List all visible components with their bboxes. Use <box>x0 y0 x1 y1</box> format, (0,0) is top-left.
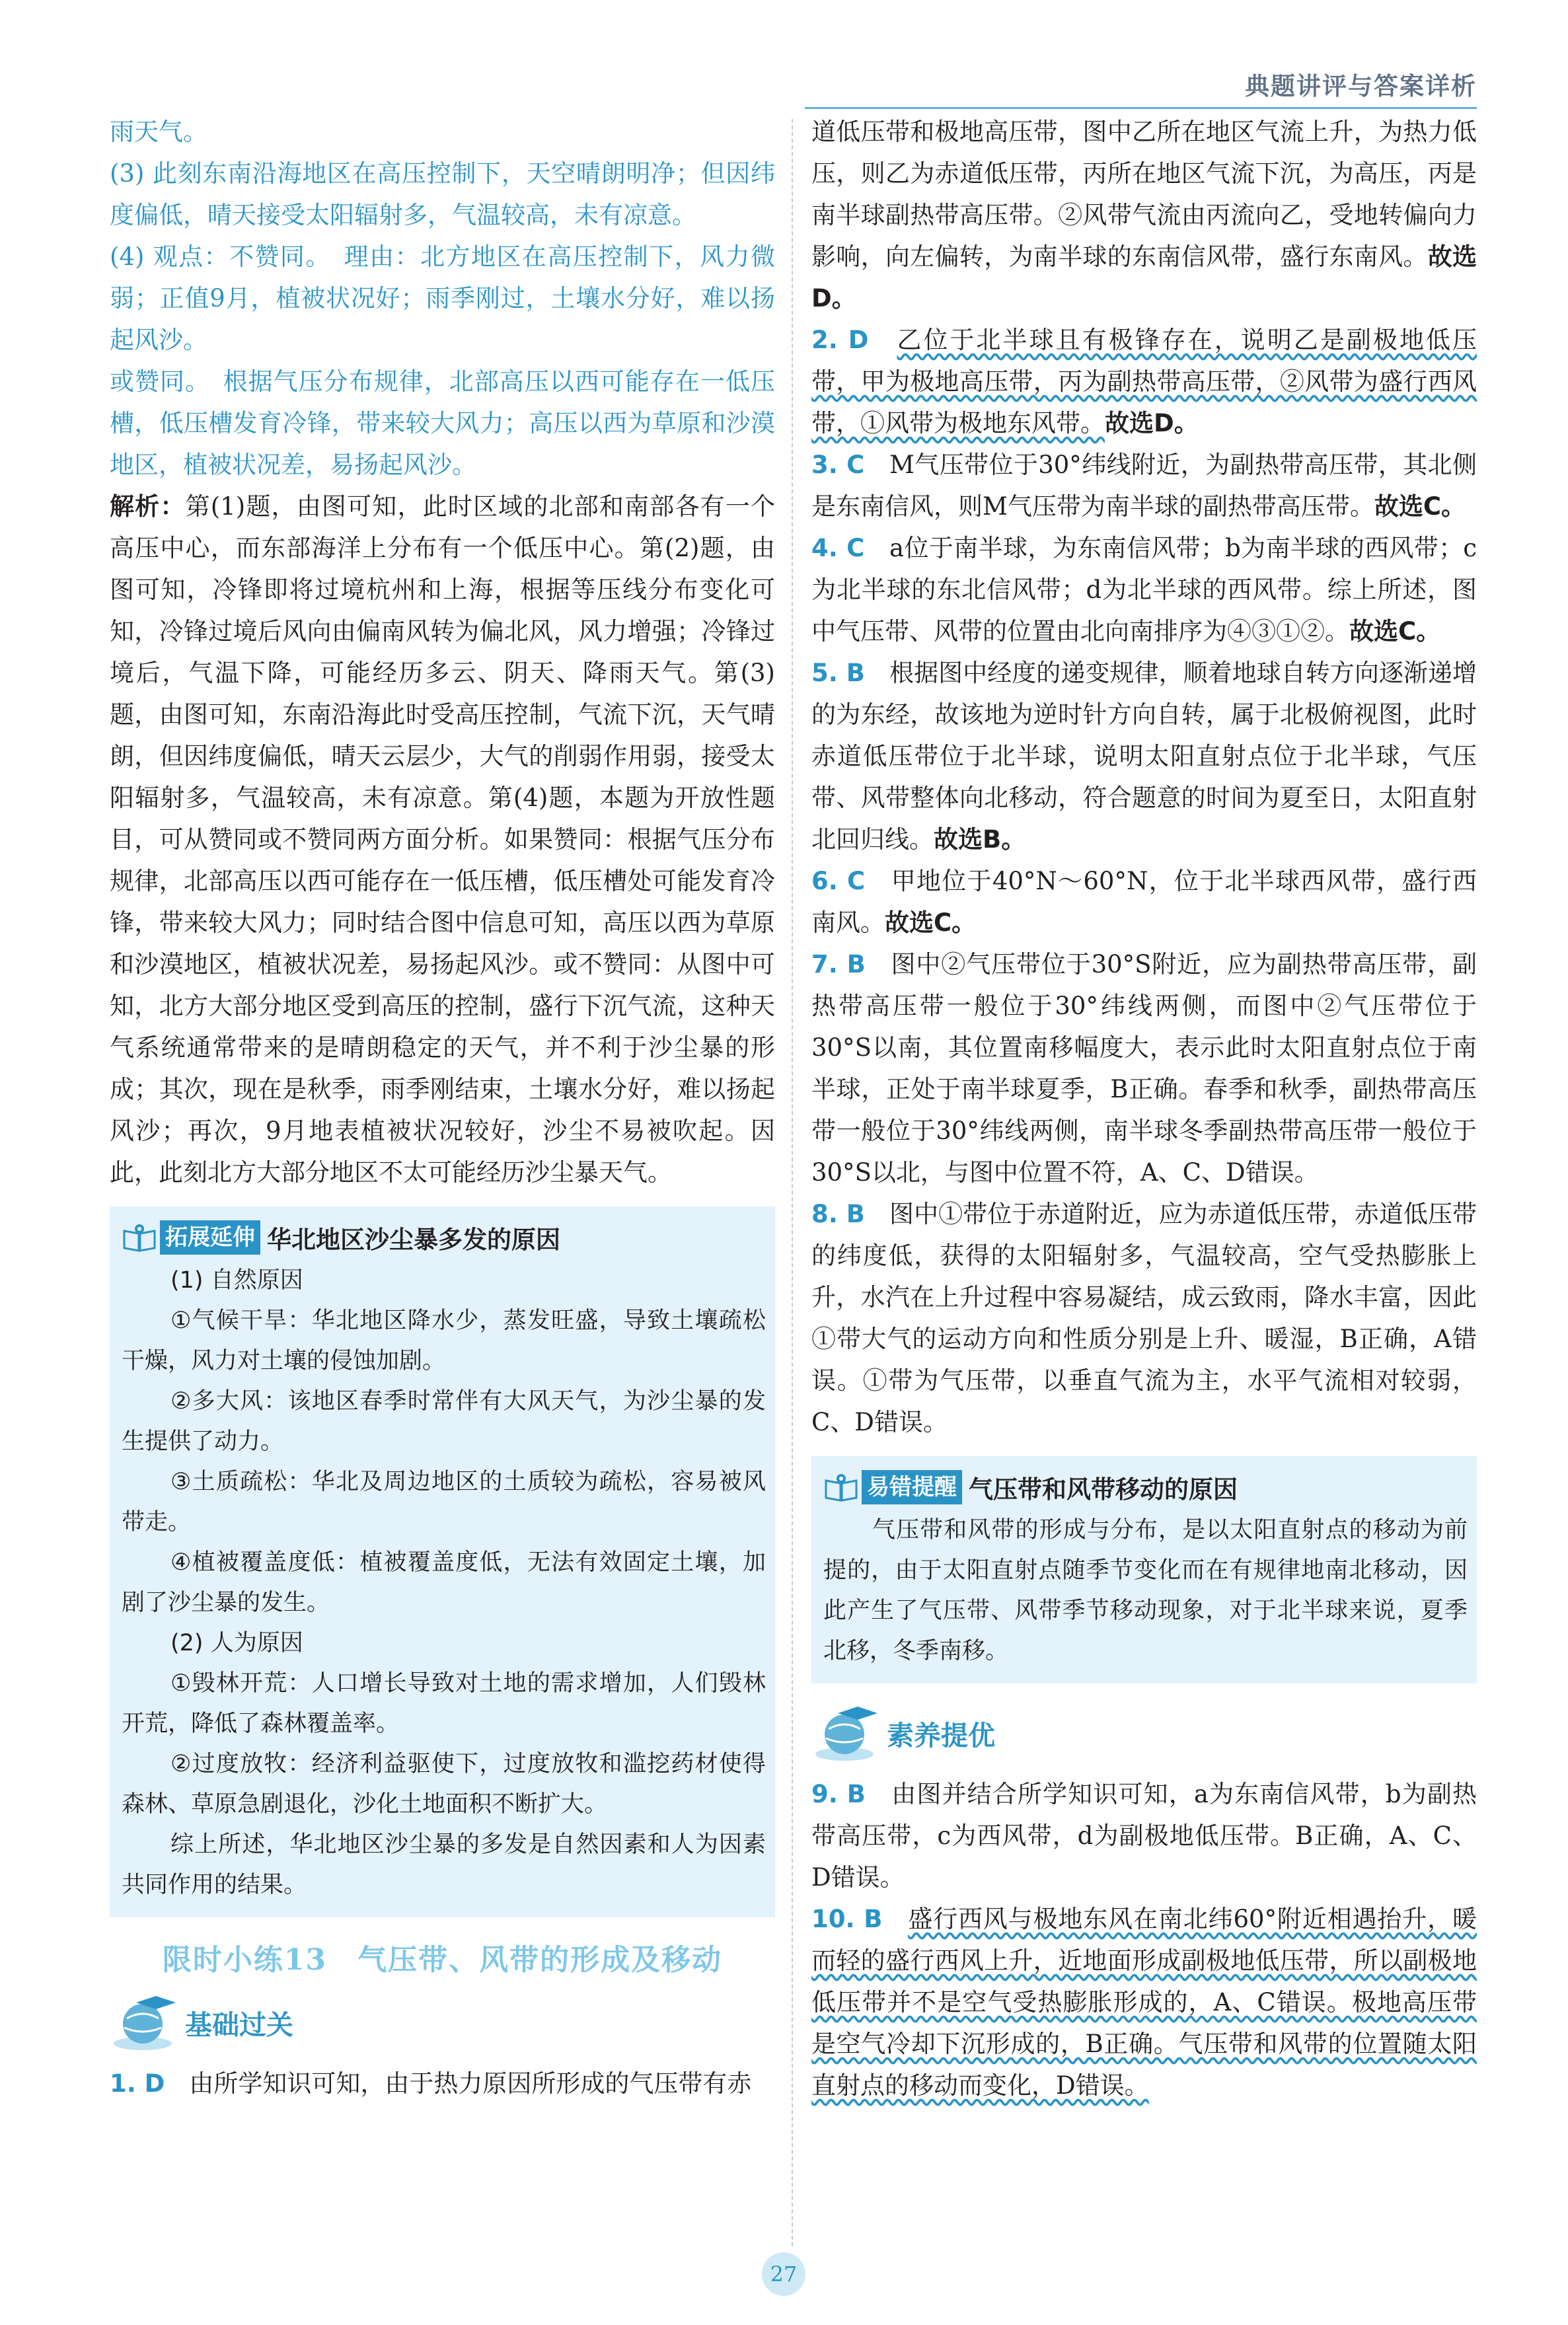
question-text: 由图并结合所学知识可知，a为东南信风带，b为副热带高压带，c为西风带，d为副极地低压带。B正确，A、C、D错误。 <box>811 1780 1477 1892</box>
extension-header <box>122 1220 766 1255</box>
question-2 <box>811 319 1477 444</box>
analysis-text: 第(1)题，由图可知，此时区域的北部和南部各有一个高压中心，而东部海洋上分布有一个低压中心。第(2)题，由图可知，冷锋即将过境杭州和上海，根据等压线分布变化可知，冷锋过境后风向由偏南风转为偏北风，风力增强；冷锋过境后，气温下降，可能经历多云、阴天、降雨天气。第(3)题，由图可知，东南沿海此时受高压控制，气流下沉，天气晴朗，但因纬度偏低，晴天云层少，大气的削弱作用弱，接受太阳辐射多，气温较高，未有凉意。第(4)题，本题为开放性题目，可从赞同或不赞同两方面分析。如果赞同：根据气压分布规律，北部高压以西可能存在一低压槽，低压槽处可能发育冷锋，带来较大风力；同时结合图中信息可知，高压以西为草原和沙漠地区，植被状况差，易扬起风沙。或不赞同：从图中可知，北方大部分地区受到高压的控制，盛行下沉气流，这种天气系统通常带来的是晴朗稳定的天气，并不利于沙尘暴的形成；其次，现在是秋季，雨季刚结束，土壤水分好，难以扬起风沙；再次，9月地表植被状况较好，沙尘不易被吹起。因此，此刻北方大部分地区不太可能经历沙尘暴天气。 <box>110 492 776 1187</box>
question-6 <box>811 860 1477 943</box>
answer-line: (3) 此刻东南沿海地区在高压控制下，天空晴朗明净；但因纬度偏低，晴天接受太阳辐射多，气温较高，未有凉意。 <box>110 159 775 229</box>
box-line: (2) 人为原因 <box>170 1630 303 1656</box>
book-pin-icon <box>122 1223 157 1252</box>
warning-box <box>811 1456 1477 1683</box>
answer-choice: 故选D。 <box>811 242 1477 313</box>
question-text: 甲地位于40°N～60°N，位于北半球西风带，盛行西南风。 <box>811 867 1477 937</box>
question-text: a位于南半球，为东南信风带；b为南半球的西风带；c为北半球的东北信风带；d为北半球的西风带。综上所述，图中气压带、风带的位置由北向南排序为④③①②。 <box>811 534 1477 646</box>
question-8 <box>811 1193 1477 1443</box>
warning-header <box>823 1469 1468 1505</box>
box-line: ②过度放牧：经济利益驱使下，过度放牧和滥挖药材使得森林、草原急剧退化，沙化土地面积不断扩大。 <box>122 1751 766 1818</box>
question-number: 6. C <box>811 867 866 895</box>
header-title: 典题讲评与答案详析 <box>1245 72 1477 100</box>
answer-choice: 故选C。 <box>885 908 977 937</box>
box-line: 综上所述，华北地区沙尘暴的多发是自然因素和人为因素共同作用的结果。 <box>122 1831 766 1898</box>
answer-line: 或赞同。 根据气压分布规律，北部高压以西可能存在一低压槽，低压槽发育冷锋，带来较大风力；高压以西为草原和沙漠地区，植被状况差，易扬起风沙。 <box>110 367 775 479</box>
question-text: 根据图中经度的递变规律，顺着地球自转方向逐渐递增的为东经，故该地为逆时针方向自转，属于北极俯视图，此时赤道低压带位于北半球，说明太阳直射点位于北半球，气压带、风带整体向北移动，符合题意的时间为夏至日，太阳直射北回归线。 <box>811 659 1477 854</box>
box-line: (1) 自然原因 <box>170 1267 303 1294</box>
answer-choice: 故选B。 <box>934 825 1026 854</box>
question-number: 1. D <box>110 2069 165 2098</box>
warning-text: 气压带和风带的形成与分布，是以太阳直射点的移动为前提的，由于太阳直射点随季节变化而在有规律地南北移动，因此产生了气压带、风带季节移动现象，对于北半球来说，夏季北移，冬季南移。 <box>823 1517 1468 1664</box>
extension-tag: 拓展延伸 <box>160 1220 260 1255</box>
question-5 <box>811 652 1477 860</box>
question-text: 由所学知识可知，由于热力原因所形成的气压带有赤 <box>189 2069 752 2098</box>
question-number: 7. B <box>811 950 866 978</box>
box-line: ①气候干旱：华北地区降水少，蒸发旺盛，导致土壤疏松干燥，风力对土壤的侵蚀加剧。 <box>122 1308 766 1374</box>
section-improve-label: 素养提优 <box>887 1719 995 1752</box>
section-basic-label: 基础过关 <box>185 2009 293 2041</box>
globe-cap-icon <box>110 1989 182 2055</box>
answer-line: 雨天气。 <box>110 118 207 146</box>
header-divider <box>805 107 1477 109</box>
box-line: ①毁林开荒：人口增长导致对土地的需求增加，人们毁林开荒，降低了森林覆盖率。 <box>122 1670 766 1737</box>
question-9 <box>811 1773 1477 1898</box>
question-number: 4. C <box>811 534 865 562</box>
warning-tag: 易错提醒 <box>862 1470 962 1504</box>
question-text: 盛行西风与极地东风在南北纬60°附近相遇抬升，暖而轻的盛行西风上升，近地面形成副极地低压带，所以副极地低压带并不是空气受热膨胀形成的，A、C错误。极地高压带是空气冷却下沉形成的，B正确。气压带和风带的位置随太阳直射点的移动而变化，D错误。 <box>811 1905 1477 2100</box>
question-10 <box>811 1898 1477 2106</box>
analysis-paragraph <box>110 486 775 1193</box>
left-column <box>110 111 775 2104</box>
question-text: 图中①带位于赤道附近，应为赤道低压带，赤道低压带的纬度低，获得的太阳辐射多，气温较高，空气受热膨胀上升，水汽在上升过程中容易凝结，成云致雨，降水丰富，因此①带大气的运动方向和性质分别是上升、暖湿，B正确，A错误。①带为气压带，以垂直气流为主，水平气流相对较弱，C、D错误。 <box>811 1200 1477 1436</box>
practice-title: 限时小练13 气压带、风带的形成及移动 <box>162 1943 723 1977</box>
answer-choice: 故选D。 <box>1105 409 1199 437</box>
question-7 <box>811 943 1477 1193</box>
answer-choice: 故选C。 <box>1349 617 1441 646</box>
question-number: 8. B <box>811 1200 865 1228</box>
book-pin-icon <box>823 1473 859 1502</box>
column-divider <box>792 119 794 2246</box>
question-text: M气压带位于30°纬线附近，为副热带高压带，其北侧是东南信风，则M气压带为南半球的副热带高压带。 <box>811 451 1477 521</box>
question-4 <box>811 527 1477 652</box>
question-3 <box>811 444 1477 527</box>
page-number: 27 <box>762 2252 805 2296</box>
extension-box <box>110 1206 775 1917</box>
right-column <box>811 111 1477 2106</box>
question-text: 图中②气压带位于30°S附近，应为副热带高压带，副热带高压带一般位于30°纬线两侧，而图中②气压带位于30°S以南，其位置南移幅度大，表示此时太阳直射点位于南半球，正处于南半球夏季，B正确。春季和秋季，副热带高压带一般位于30°纬线两侧，南半球冬季副热带高压带一般位于30°S以北，与图中位置不符，A、C、D错误。 <box>811 950 1477 1187</box>
question-number: 9. B <box>811 1780 866 1808</box>
box-line: ②多大风：该地区春季时常伴有大风天气，为沙尘暴的发生提供了动力。 <box>122 1388 766 1455</box>
analysis-label: 解析： <box>110 492 186 521</box>
section-improve-header <box>811 1697 1477 1769</box>
question-text: 道低压带和极地高压带，图中乙所在地区气流上升，为热力低压，则乙为赤道低压带，丙所在地区气流下沉，为高压，丙是南半球副热带高压带。②风带气流由丙流向乙，受地转偏向力影响，向左偏转，为南半球的东南信风带，盛行东南风。 <box>811 118 1477 271</box>
answer-choice: 故选C。 <box>1374 492 1466 521</box>
box-line: ③土质疏松：华北及周边地区的土质较为疏松，容易被风带走。 <box>122 1469 766 1535</box>
box-line: ④植被覆盖度低：植被覆盖度低，无法有效固定土壤，加剧了沙尘暴的发生。 <box>122 1549 766 1616</box>
question-1-continued <box>811 111 1477 319</box>
question-text: 乙位于北半球且有极锋存在，说明乙是副极地低压带，甲为极地高压带，丙为副热带高压带，②风带为盛行西风带，①风带为极地东风带。 <box>811 326 1477 437</box>
question-number: 5. B <box>811 659 865 687</box>
question-1 <box>110 2063 775 2104</box>
warning-title: 气压带和风带移动的原因 <box>969 1475 1238 1504</box>
globe-cap-icon <box>811 1700 884 1766</box>
question-number: 2. D <box>811 326 869 354</box>
answer-line: (4) 观点：不赞同。 理由：北方地区在高压控制下，风力微弱；正值9月，植被状况好；雨季刚过，土壤水分好，难以扬起风沙。 <box>110 242 775 354</box>
question-number: 10. B <box>811 1905 883 1933</box>
question-number: 3. C <box>811 451 865 479</box>
extension-title: 华北地区沙尘暴多发的原因 <box>267 1226 560 1254</box>
section-basic-header <box>110 1986 775 2059</box>
